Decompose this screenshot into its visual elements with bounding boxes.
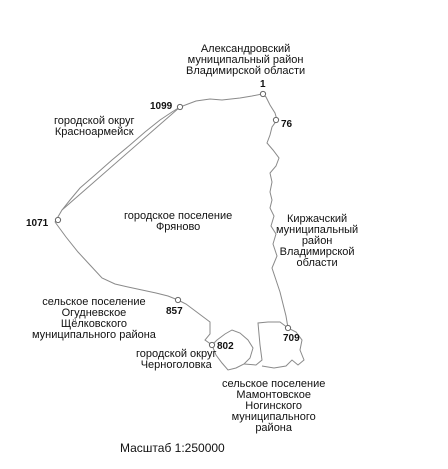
label-line: Мамонтовское [236, 389, 311, 401]
mamontovskoe-boundary [244, 322, 304, 368]
label-line: городское поселение [124, 210, 233, 222]
label-line: Владимирской области [186, 65, 306, 77]
label-krasnoarmeysk [54, 116, 135, 138]
label-line: Красноармейск [54, 126, 134, 138]
point-label-1: 1 [260, 79, 266, 90]
map-scale-label: Масштаб 1:250000 [120, 441, 225, 455]
point-label-1071: 1071 [26, 218, 49, 229]
label-line: муниципального [231, 411, 316, 423]
point-label-76: 76 [281, 119, 293, 130]
label-line: сельское поселение [222, 378, 326, 390]
label-line: Черноголовка [140, 359, 212, 371]
point-label-857: 857 [166, 306, 183, 317]
boundary-point-76-marker [273, 117, 278, 122]
label-line: области [296, 257, 338, 269]
label-ogudnevskoe [32, 297, 156, 341]
point-label-1099: 1099 [150, 101, 173, 112]
point-label-709: 709 [283, 333, 300, 344]
label-chernogolovka [136, 349, 217, 371]
boundary-point-1-marker [260, 91, 265, 96]
boundary-point-1071-marker [55, 217, 60, 222]
label-line: городской округ [54, 115, 135, 127]
label-line: Огудневское [61, 307, 127, 319]
label-mamontovskoe [222, 379, 325, 434]
label-fryanovo [124, 211, 232, 233]
boundary-point-802-marker [209, 342, 214, 347]
label-line: Александровский [200, 43, 291, 55]
label-line: район [301, 235, 333, 247]
point-label-802: 802 [217, 341, 234, 352]
boundary-point-857-marker [175, 297, 180, 302]
label-line: муниципальный [276, 224, 359, 236]
label-line: сельское поселение [42, 296, 146, 308]
label-line: муниципального района [32, 329, 156, 341]
label-kirzhachsky-district [276, 214, 358, 269]
label-line: Киржачский [286, 213, 348, 225]
boundary-point-709-marker [285, 325, 290, 330]
label-line: Ногинского [245, 400, 303, 412]
label-line: Владимирской [279, 246, 355, 258]
label-line: городской округ [136, 348, 217, 360]
label-aleksandrovsky-district [186, 44, 305, 77]
label-line: Щёлковского [60, 318, 127, 330]
boundary-point-1099-marker [177, 104, 182, 109]
label-line: муниципальный район [187, 54, 304, 66]
label-line: района [255, 422, 293, 434]
label-line: Фряново [155, 221, 201, 233]
